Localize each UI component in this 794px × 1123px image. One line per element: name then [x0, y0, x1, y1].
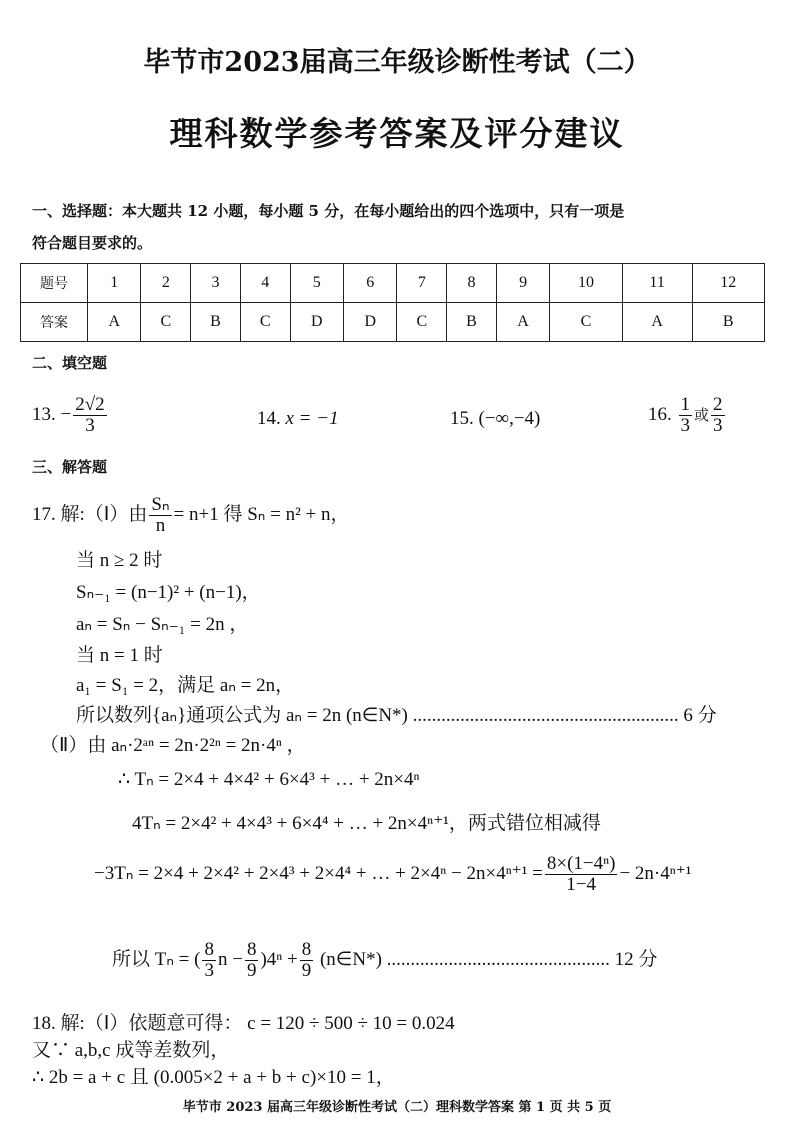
section2-heading: 二、填空题: [32, 354, 108, 372]
math-text: n −: [217, 948, 243, 970]
math-text: a₁ = S₁ = 2，满足 aₙ = 2n，: [76, 675, 295, 696]
numerator: 8: [301, 939, 312, 960]
math-text: (n∈N*) ............................................... 12 分: [315, 948, 658, 970]
table-row-answers: [21, 303, 765, 342]
math-text: ∴ Tₙ = 2×4 + 4×4² + 6×4³ + … + 2n×4ⁿ: [118, 769, 420, 790]
answer-cell: C: [550, 303, 622, 342]
answer-cell: A: [496, 303, 549, 342]
math-text: 当 n ≥ 2 时: [76, 550, 163, 571]
question-number-cell: 4: [240, 264, 290, 303]
solution-line: [40, 730, 306, 757]
document-subtitle: 理科数学参考答案及评分建议: [169, 114, 625, 153]
question-number: 14.: [257, 408, 281, 429]
answer-16: [648, 395, 727, 436]
solution-line: [76, 609, 248, 636]
question-number-cell: 3: [191, 264, 241, 303]
numerator: Sₙ: [151, 494, 170, 515]
question-number: 15.: [450, 408, 474, 429]
question-number-cell: 2: [141, 264, 191, 303]
denominator: 9: [301, 959, 312, 981]
solution-line: [76, 640, 163, 667]
solution-line: [76, 670, 294, 697]
document-title: 毕节市2023届高三年级诊断性考试（二）: [143, 47, 651, 78]
fraction: [149, 495, 171, 536]
math-text: 又∵ a,b,c 成等差数列，: [32, 1040, 230, 1061]
math-text: 4Tₙ = 2×4² + 4×4³ + 6×4⁴ + … + 2n×4ⁿ⁺¹，两式错位相减得: [132, 813, 601, 834]
math-text: ∴ 2b = a + c 且 (0.005×2 + a + b + c)×10 = 1，: [32, 1067, 395, 1088]
question-number-cell: 7: [397, 264, 447, 303]
answer-cell: D: [344, 303, 397, 342]
numerator: 1: [680, 394, 690, 415]
fraction: [300, 940, 314, 981]
fraction: [73, 395, 106, 436]
math-text: − 2n·4ⁿ⁺¹: [619, 862, 692, 884]
answer-cell: C: [240, 303, 290, 342]
solution-line: [32, 495, 349, 536]
answer-cell: B: [692, 303, 764, 342]
math-text: 当 n = 1 时: [76, 645, 163, 666]
answer-cell: B: [447, 303, 497, 342]
answer-cell: D: [290, 303, 343, 342]
numerator: 8: [204, 939, 214, 960]
fraction: [679, 395, 693, 436]
denominator: 9: [246, 959, 257, 981]
or-text: 或: [694, 405, 710, 424]
answer-cell: A: [622, 303, 692, 342]
numerator: 8: [246, 939, 257, 960]
row-label: 答案: [21, 303, 88, 342]
section3-heading: 三、解答题: [32, 458, 108, 476]
question-number: 13.: [32, 403, 56, 425]
fraction: [202, 940, 216, 981]
answer-value: x = −1: [285, 408, 339, 429]
question-number-cell: 5: [290, 264, 343, 303]
question-number-cell: 1: [88, 264, 141, 303]
solution-line: [76, 700, 717, 727]
answer-14: [257, 408, 339, 430]
answer-13: [32, 395, 109, 436]
table-row-numbers: [21, 264, 765, 303]
math-text: 所以 Tₙ = (: [112, 948, 201, 970]
question-number-cell: 6: [344, 264, 397, 303]
math-text: )4ⁿ +: [260, 948, 298, 970]
answer-table: [20, 263, 765, 342]
denominator: 3: [85, 414, 95, 436]
fraction: [545, 854, 618, 895]
solution-line: [118, 768, 420, 791]
math-text: −3Tₙ = 2×4 + 2×4² + 2×4³ + 2×4⁴ + … + 2×4ⁿ − 2n×4ⁿ⁺¹ =: [94, 862, 543, 884]
solution-line: [94, 854, 691, 895]
section1-instructions-line2: 符合题目要求的。: [32, 234, 153, 252]
question-number-cell: 9: [496, 264, 549, 303]
math-text: 所以数列{aₙ}通项公式为 aₙ = 2n (n∈N*) ........................................................ 6 分: [76, 705, 717, 726]
solution-line: [76, 545, 162, 572]
row-label: 题号: [21, 264, 88, 303]
answer-cell: C: [141, 303, 191, 342]
solution-line: [76, 577, 261, 604]
answer-15: [450, 408, 540, 430]
math-text: Sₙ₋₁ = (n−1)² + (n−1)，: [76, 582, 261, 603]
numerator: 2√2: [75, 394, 105, 415]
solution-line: [112, 940, 657, 981]
sign: −: [60, 403, 72, 425]
denominator: 3: [680, 414, 690, 436]
math-text: 18. 解:（Ⅰ）依题意可得： c = 120 ÷ 500 ÷ 10 = 0.024: [32, 1013, 455, 1034]
numerator: 2: [713, 394, 723, 415]
question-number-cell: 8: [447, 264, 497, 303]
answer-cell: C: [397, 303, 447, 342]
math-text: = n+1 得 Sₙ = n² + n，: [173, 503, 350, 525]
fraction: [711, 395, 725, 436]
solution-line: [32, 1062, 395, 1089]
math-text: （Ⅱ）由 aₙ·2ᵃⁿ = 2n·2²ⁿ = 2n·4ⁿ ，: [40, 735, 306, 756]
denominator: 1−4: [566, 873, 597, 895]
question-number: 16.: [648, 403, 672, 425]
answer-cell: A: [88, 303, 141, 342]
solution-line: [32, 1008, 455, 1035]
answer-cell: B: [191, 303, 241, 342]
solution-line: [32, 1035, 229, 1062]
section1-instructions-line1: 一、选择题：本大题共 12 小题，每小题 5 分，在每小题给出的四个选项中，只有一项是: [32, 202, 625, 220]
denominator: 3: [204, 959, 214, 981]
numerator: 8×(1−4ⁿ): [546, 853, 616, 874]
question-number-cell: 12: [692, 264, 764, 303]
fraction: [245, 940, 259, 981]
math-text: aₙ = Sₙ − Sₙ₋₁ = 2n ，: [76, 614, 249, 635]
answer-value: (−∞,−4): [478, 408, 541, 429]
denominator: n: [155, 514, 166, 536]
page-footer: 毕节市 2023 届高三年级诊断性考试（二）理科数学答案 第 1 页 共 5 页: [182, 1100, 612, 1115]
denominator: 3: [713, 414, 723, 436]
question-number-cell: 11: [622, 264, 692, 303]
math-text: 17. 解:（Ⅰ）由: [32, 503, 148, 525]
question-number-cell: 10: [550, 264, 622, 303]
solution-line: [132, 808, 601, 835]
